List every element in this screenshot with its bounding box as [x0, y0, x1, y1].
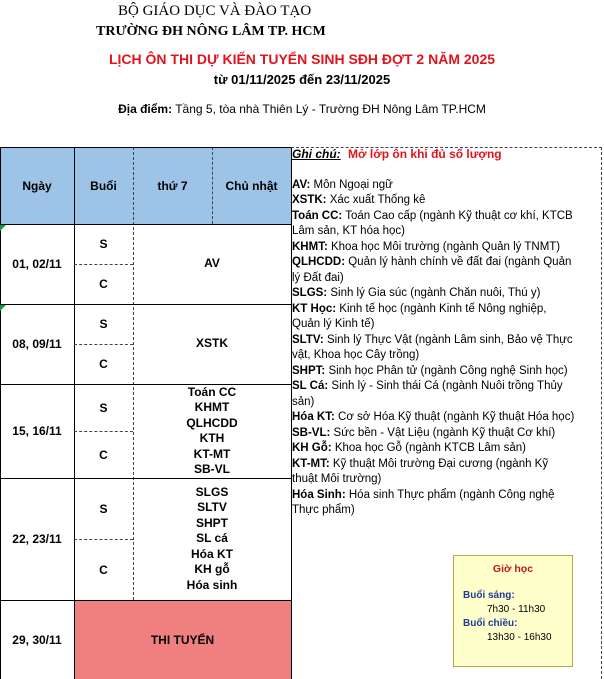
- note-desc: Xác xuất Thống kê: [329, 194, 426, 206]
- afternoon-label: Buổi chiều:: [463, 618, 518, 629]
- grid-line: [0, 304, 291, 305]
- subject: KHMT: [194, 400, 230, 414]
- note-item: [292, 240, 600, 256]
- note-desc: Kinh tế học (ngành Kinh tế Nông nghiệp,: [339, 302, 547, 315]
- subject: KT-MT: [193, 446, 231, 461]
- note-desc-cont: Quản lý Kinh tế): [292, 318, 375, 330]
- notes-border: [601, 147, 602, 679]
- note-desc-cont: thuật Môi trường): [292, 473, 382, 485]
- header-sunday: Chủ nhật: [212, 147, 291, 224]
- note-desc-cont: Thực phẩm): [292, 504, 355, 516]
- note-abbr: KT-MT:: [292, 457, 330, 470]
- note-desc: Hóa sinh Thực phẩm (ngành Công nghệ: [348, 488, 555, 501]
- session-afternoon: C: [99, 277, 108, 291]
- note-desc: Kỹ thuật Môi trường Đại cương (ngành Kỹ: [332, 457, 549, 470]
- subject: QLHCDD: [186, 415, 238, 430]
- note-item: [292, 302, 600, 333]
- row-date: 15, 16/11: [12, 424, 62, 438]
- subject-cell: [133, 384, 291, 478]
- subject: Toán CC: [187, 384, 237, 399]
- grid-line: [0, 147, 291, 148]
- note-abbr: QLHCDD:: [292, 256, 346, 268]
- note-desc: Sinh lý Gia súc (ngành Chăn nuôi, Thú y): [330, 287, 541, 299]
- note-item: [292, 364, 600, 380]
- session-morning: S: [99, 501, 108, 516]
- note-item: [292, 457, 600, 488]
- grid-line: [212, 147, 213, 224]
- note-abbr: SLGS:: [292, 287, 328, 299]
- morning-time: 7h30 - 11h30: [487, 604, 546, 615]
- grid-line: [0, 384, 291, 385]
- university-name: TRƯỜNG ĐH NÔNG LÂM TP. HCM: [96, 24, 326, 39]
- ministry-name: BỘ GIÁO DỤC VÀ ĐÀO TẠO: [118, 3, 312, 19]
- note-item: [292, 255, 600, 286]
- grid-line: [74, 344, 133, 345]
- note-item: [292, 426, 600, 442]
- subject: Hóa KT: [190, 546, 233, 561]
- note-item: [292, 193, 600, 209]
- subject: SLGS: [195, 484, 229, 499]
- location: [0, 102, 604, 116]
- note-item: [292, 488, 600, 519]
- subject-cell: [133, 478, 291, 600]
- subject: KH gỗ: [194, 562, 230, 577]
- subject: AV: [204, 256, 220, 271]
- session-afternoon: C: [99, 562, 108, 577]
- grid-line: [74, 264, 133, 265]
- note-item: [292, 410, 600, 426]
- cell-comment-marker: [0, 305, 6, 311]
- note-desc: Quản lý hành chính về đất đai (ngành Quản: [348, 256, 572, 268]
- notes-header: [292, 147, 600, 163]
- note-desc-cont: lý Đất đai): [292, 271, 344, 284]
- note-abbr: SLTV:: [292, 333, 324, 346]
- note-abbr: Toán CC:: [292, 209, 343, 222]
- page-title: LỊCH ÔN THI DỰ KIẾN TUYỂN SINH SĐH ĐỢT 2 NĂM 2025: [108, 51, 496, 67]
- hours-title: Giờ học: [492, 563, 534, 575]
- grid-line: [74, 431, 133, 432]
- location-value: Tầng 5, tòa nhà Thiên Lý - Trường ĐH Nông Lâm TP.HCM: [175, 102, 486, 116]
- location-label: Địa điểm:: [118, 102, 173, 116]
- note-desc: Khoa học Môi trường (ngành Quản lý TNMT): [330, 240, 561, 253]
- header-day: Ngày: [0, 147, 74, 224]
- grid-line: [0, 224, 291, 225]
- subject: SL cá: [196, 531, 228, 546]
- header-session: Buổi: [74, 147, 133, 224]
- note-abbr: KHMT:: [292, 240, 328, 253]
- note-desc: Khoa học Gỗ (ngành KTCB Lâm sản): [334, 442, 526, 454]
- note-item: [292, 333, 600, 364]
- note-item: [292, 286, 600, 302]
- row-date: 22, 23/11: [12, 532, 62, 546]
- subject: SHPT: [195, 515, 228, 530]
- notes-text: Mở lớp ôn khi đủ số lượng: [348, 147, 502, 161]
- subject-cell: [133, 304, 291, 384]
- grid-line: [0, 478, 291, 479]
- note-desc: Sinh học Phân tử (ngành Công nghệ Sinh học): [328, 364, 568, 377]
- notes-panel: [292, 147, 600, 519]
- note-desc: Toán Cao cấp (ngành Kỹ thuật cơ khí, KTCB: [345, 209, 573, 222]
- header-saturday: thứ 7: [133, 147, 212, 224]
- note-desc: Môn Ngoại ngữ: [313, 178, 393, 191]
- note-abbr: KT Học:: [292, 302, 337, 315]
- subject: XSTK: [195, 336, 228, 351]
- row-date: 29, 30/11: [12, 632, 62, 647]
- exam-cell: THI TUYỂN: [74, 600, 291, 679]
- session-morning: S: [99, 237, 108, 251]
- morning-label: Buổi sáng:: [463, 590, 515, 601]
- note-abbr: SHPT:: [292, 364, 326, 377]
- row-date: 08, 09/11: [12, 337, 62, 351]
- note-desc: Sức bền - Vật Liệu (ngành Kỹ thuật Cơ khí): [333, 426, 556, 439]
- note-abbr: XSTK:: [292, 194, 327, 206]
- afternoon-time: 13h30 - 16h30: [487, 632, 552, 643]
- grid-line: [74, 539, 133, 540]
- note-abbr: KH Gỗ:: [292, 442, 332, 454]
- grid-line: [133, 147, 134, 600]
- note-item: [292, 379, 600, 410]
- session-morning: S: [99, 400, 108, 415]
- note-item: [292, 178, 600, 194]
- note-desc-cont: Lâm sản, KT hóa học): [292, 225, 405, 237]
- session-afternoon: C: [99, 357, 108, 371]
- subject: SLTV: [197, 500, 227, 515]
- session-afternoon: C: [99, 447, 108, 462]
- note-item: [292, 209, 600, 240]
- date-range: từ 01/11/2025 đến 23/11/2025: [213, 72, 391, 87]
- row-date: 01, 02/11: [12, 257, 62, 271]
- cell-comment-marker: [0, 225, 6, 231]
- subject-cell: [133, 224, 291, 304]
- grid-line: [0, 600, 291, 601]
- notes-label: Ghi chú:: [292, 147, 341, 161]
- session-morning: S: [99, 317, 108, 331]
- note-item: [292, 441, 600, 457]
- class-hours-box: [453, 555, 573, 667]
- note-abbr: Hóa KT:: [292, 411, 335, 423]
- note-desc-cont: sản): [292, 395, 315, 408]
- subject: Hóa sinh: [186, 577, 238, 592]
- note-desc: Sinh lý Thực Vật (ngành Lâm sinh, Bảo vệ Thực: [326, 333, 573, 346]
- note-desc: Sinh lý - Sinh thái Cá (ngành Nuôi trồng Thủy: [331, 380, 563, 392]
- note-abbr: SB-VL:: [292, 426, 331, 439]
- note-abbr: SL Cá:: [292, 380, 329, 392]
- subject: SB-VL: [193, 462, 230, 476]
- subject: KTH: [199, 431, 225, 445]
- note-desc: Cơ sở Hóa Kỹ thuật (ngành Kỹ thuật Hóa học): [338, 411, 575, 423]
- note-desc-cont: vật, Khoa học Cây trồng): [292, 349, 420, 361]
- note-abbr: Hóa Sinh:: [292, 488, 346, 501]
- note-abbr: AV:: [292, 178, 311, 191]
